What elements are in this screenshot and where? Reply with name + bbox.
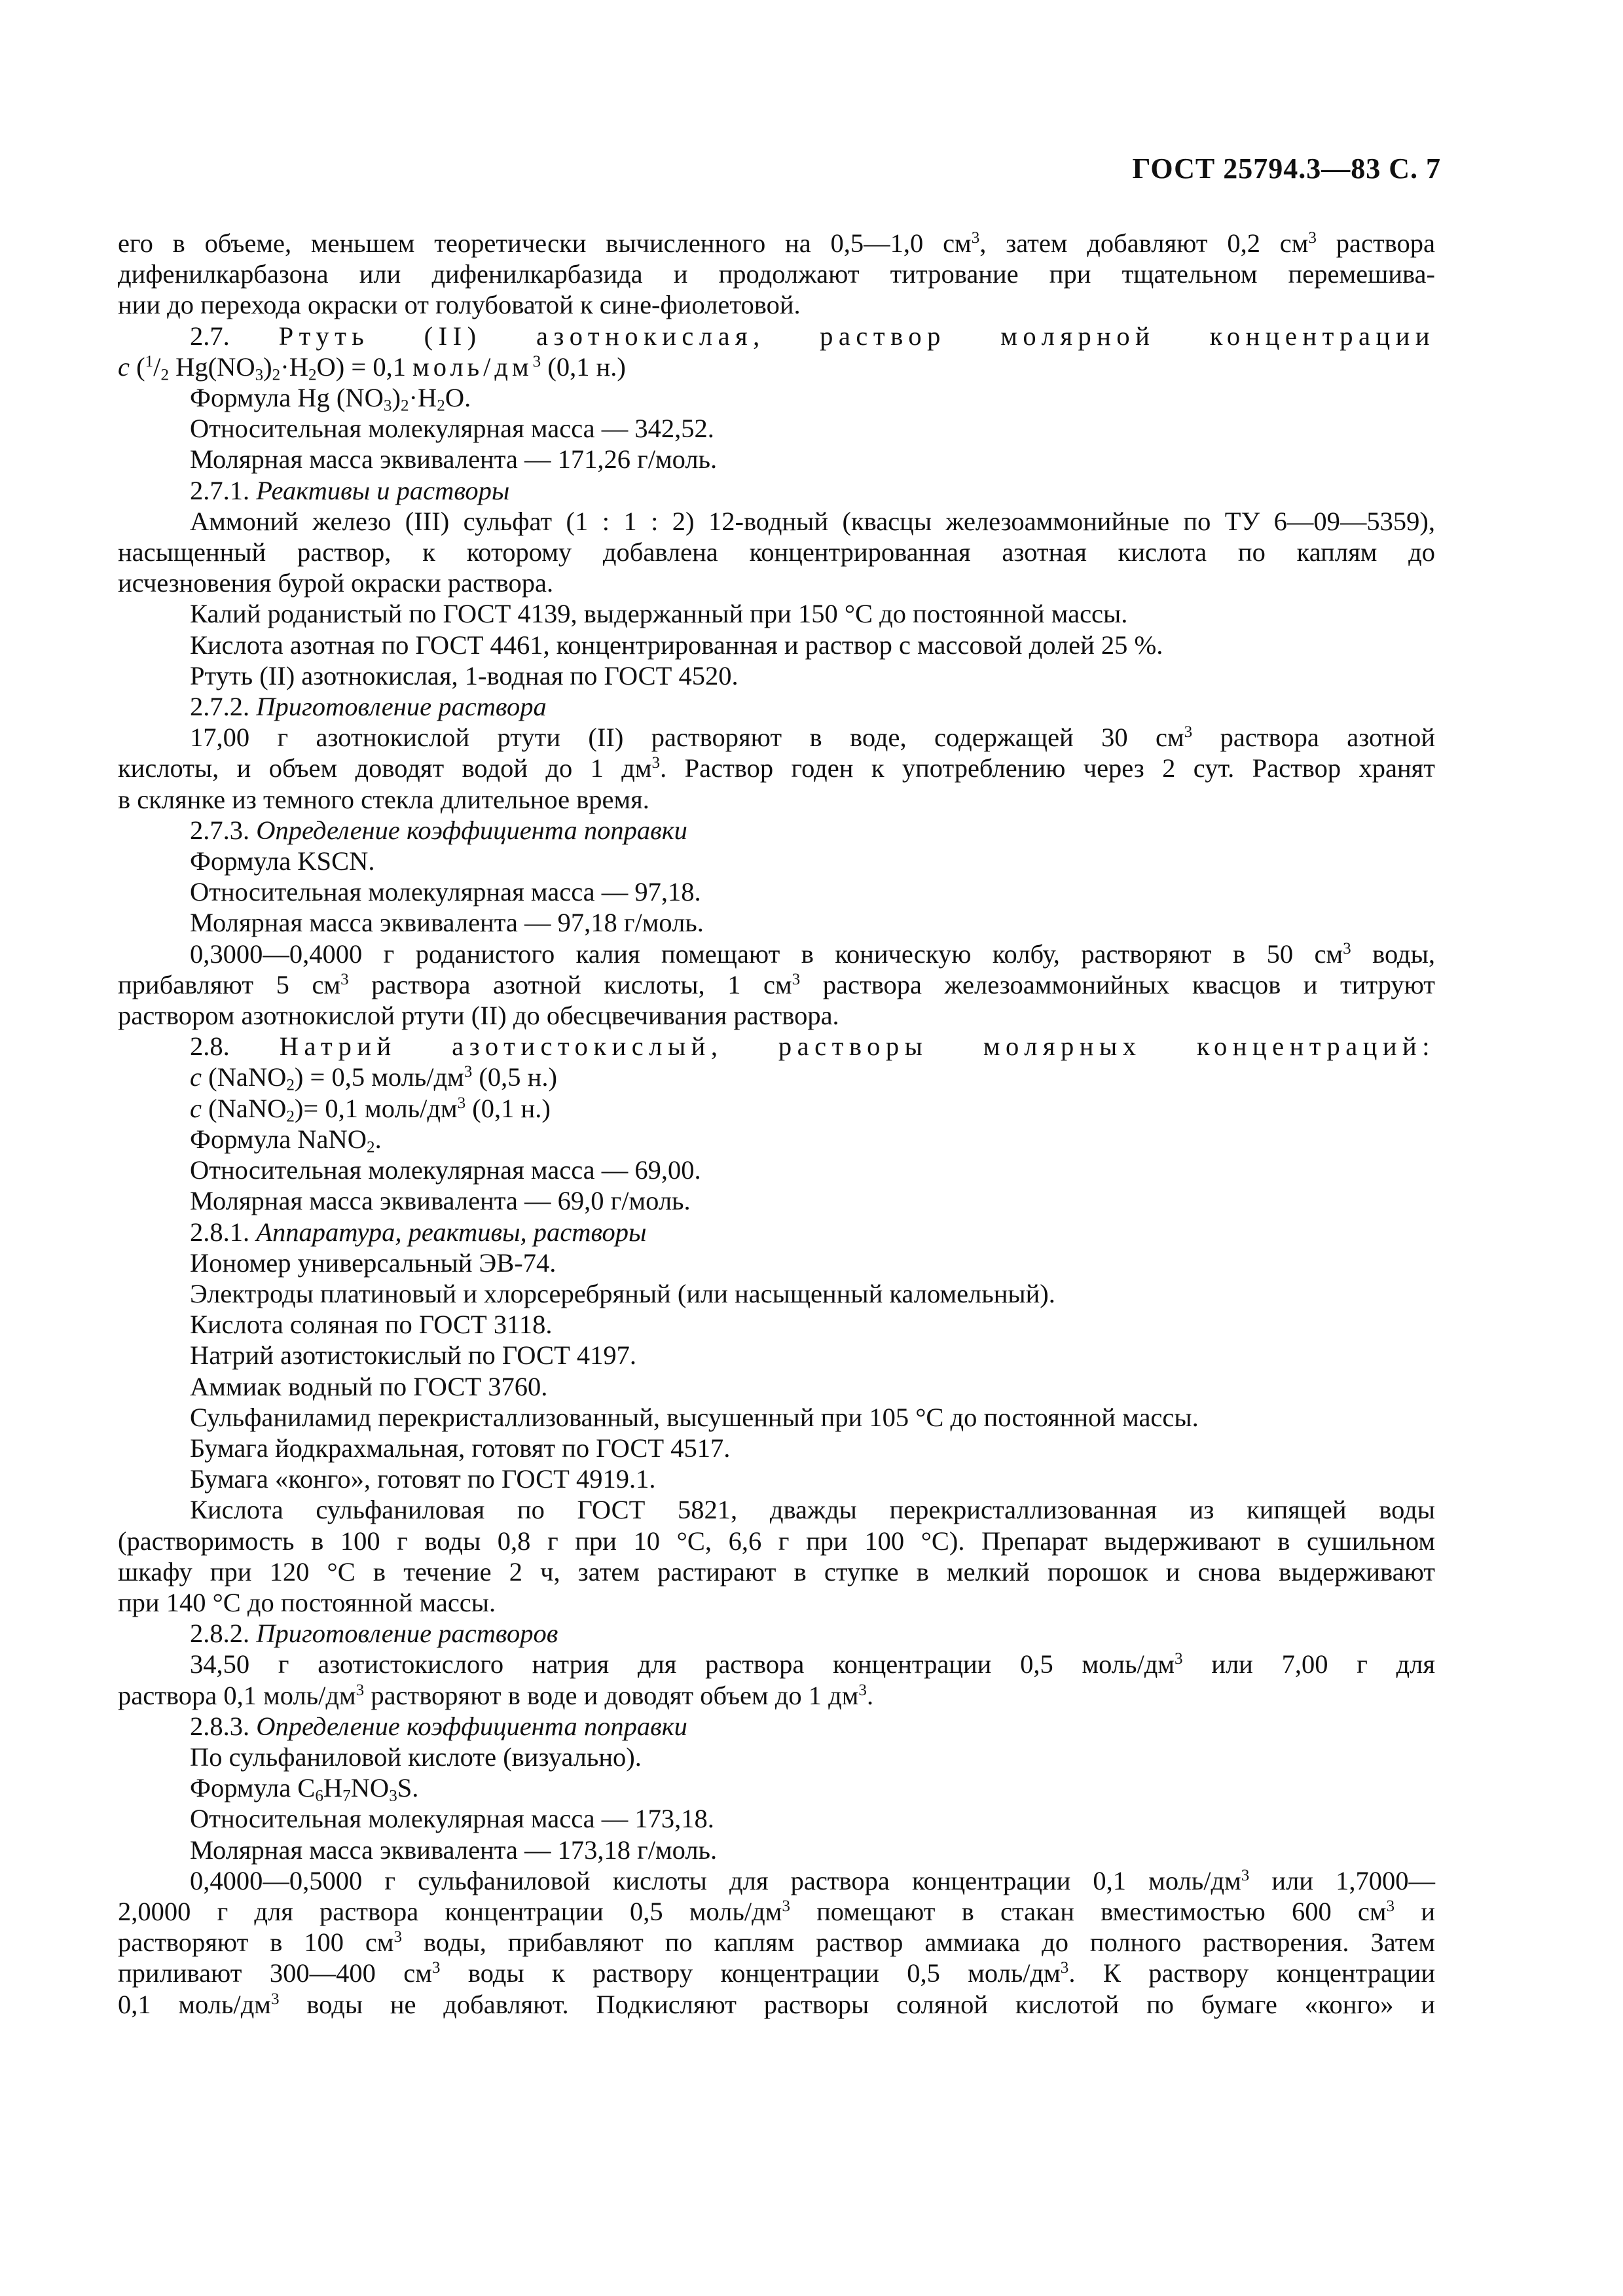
text-run: Молярная масса эквивалента — 97,18 г/моль. bbox=[190, 908, 704, 938]
text-run: Молярная масса эквивалента — 173,18 г/моль. bbox=[190, 1835, 718, 1865]
text-run: (NaNO bbox=[201, 1062, 287, 1092]
text-line bbox=[118, 537, 1435, 567]
text-line bbox=[118, 722, 1435, 753]
subscript: 2 bbox=[308, 366, 317, 384]
text-run: воды, прибавляют по каплям раствор аммиака до полного растворения. Затем bbox=[402, 1928, 1435, 1958]
text-run: или 7,00 г для bbox=[1182, 1649, 1435, 1679]
text-line bbox=[118, 1217, 1435, 1247]
text-run: раствора азотной bbox=[1192, 723, 1435, 753]
text-run: в склянке из темного стекла длительное время. bbox=[118, 784, 649, 814]
text-run: растворяют в 100 см bbox=[118, 1928, 394, 1958]
text-line bbox=[118, 1711, 1435, 1742]
text-run: Формула NaNO bbox=[190, 1124, 367, 1154]
superscript: 3 bbox=[464, 1063, 473, 1081]
text-run: ) = 0,5 моль/дм bbox=[294, 1062, 464, 1092]
text-run: 17,00 г азотнокислой ртути (II) растворяют в воде, содержащей 30 см bbox=[190, 723, 1184, 753]
text-line bbox=[118, 444, 1435, 475]
text-line bbox=[118, 691, 1435, 722]
text-run: ·H bbox=[280, 351, 308, 382]
text-run: 2.8.2. bbox=[190, 1619, 257, 1649]
subscript: 6 bbox=[315, 1787, 323, 1805]
text-run: растворяют в воде и доводят объем до 1 дм bbox=[364, 1680, 859, 1710]
subscript: 2 bbox=[160, 366, 169, 384]
text-run: 2.8.1. bbox=[190, 1217, 257, 1247]
text-line bbox=[118, 351, 1435, 382]
text-run: воды, bbox=[1351, 939, 1435, 969]
text-line bbox=[118, 1618, 1435, 1649]
subscript: 2 bbox=[367, 1138, 375, 1157]
text-run: моль/дм bbox=[412, 351, 533, 382]
text-line bbox=[118, 1371, 1435, 1402]
superscript: 3 bbox=[1184, 723, 1193, 742]
text-run: Электроды платиновый и хлорсеребряный (или насыщенный каломельный). bbox=[190, 1278, 1055, 1308]
superscript: 1 bbox=[145, 353, 154, 371]
text-run: прибавляют 5 см bbox=[118, 969, 341, 999]
subscript: 3 bbox=[389, 1787, 397, 1805]
text-line bbox=[118, 969, 1435, 1000]
text-line bbox=[118, 876, 1435, 907]
text-run: или 1,7000— bbox=[1249, 1865, 1435, 1895]
text-run: нии до перехода окраски от голубоватой к сине-фиолетовой. bbox=[118, 290, 801, 320]
text-run: Формула KSCN. bbox=[190, 846, 375, 876]
text-run: 2.8. bbox=[190, 1031, 280, 1062]
text-run: дифенилкарбазона или дифенилкарбазида и продолжают титрование при тщательном перемешива- bbox=[118, 259, 1435, 289]
text-run: Аммиак водный по ГОСТ 3760. bbox=[190, 1371, 548, 1401]
text-line bbox=[118, 413, 1435, 444]
superscript: 3 bbox=[792, 971, 801, 989]
text-run: , затем добавляют 0,2 см bbox=[979, 228, 1309, 258]
text-run: 2.7. bbox=[190, 321, 279, 351]
text-line bbox=[118, 630, 1435, 660]
superscript: 3 bbox=[393, 1928, 403, 1946]
text-run: 34,50 г азотистокислого натрия для раствора концентрации 0,5 моль/дм bbox=[190, 1649, 1175, 1679]
text-line bbox=[118, 1587, 1435, 1618]
italic-text: c bbox=[190, 1062, 202, 1092]
document-body bbox=[118, 228, 1435, 2020]
text-run: Относительная молекулярная масса — 173,18. bbox=[190, 1804, 714, 1834]
italic-text: Приготовление раствора bbox=[256, 692, 547, 722]
text-run: Hg(NO bbox=[169, 351, 255, 382]
subscript: 2 bbox=[286, 1076, 295, 1094]
superscript: 3 bbox=[340, 971, 349, 989]
text-line bbox=[118, 660, 1435, 691]
text-run: Ртуть (II) азотнокислая, 1-водная по ГОСТ 4520. bbox=[190, 660, 739, 691]
text-line bbox=[118, 1742, 1435, 1772]
text-run: Молярная масса эквивалента — 171,26 г/моль. bbox=[190, 444, 718, 475]
text-run: кислоты, и объем доводят водой до 1 дм bbox=[118, 753, 652, 783]
italic-text: Аппаратура, реактивы, растворы bbox=[256, 1217, 647, 1247]
text-run: (0,1 н.) bbox=[465, 1093, 551, 1123]
superscript: 3 bbox=[431, 1959, 441, 1977]
text-line bbox=[118, 506, 1435, 537]
text-run: и bbox=[1395, 1896, 1435, 1926]
text-line bbox=[118, 1494, 1435, 1525]
text-line bbox=[118, 1000, 1435, 1031]
subscript: 2 bbox=[286, 1107, 295, 1125]
text-run: (растворимость в 100 г воды 0,8 г при 10 °С, 6,6 г при 100 °С). Препарат выдерживают в сушильном bbox=[118, 1526, 1435, 1556]
subscript: 2 bbox=[272, 366, 281, 384]
text-line bbox=[118, 1680, 1435, 1711]
subscript: 3 bbox=[383, 397, 392, 415]
text-run: Бумага йодкрахмальная, готовят по ГОСТ 4517. bbox=[190, 1433, 731, 1463]
text-run: 2,0000 г для раствора концентрации 0,5 моль/дм bbox=[118, 1896, 782, 1926]
text-run: его в объеме, меньшем теоретически вычисленного на 0,5—1,0 см bbox=[118, 228, 972, 258]
superscript: 3 bbox=[1343, 939, 1351, 958]
superscript: 3 bbox=[356, 1681, 365, 1699]
text-run: O) = 0,1 bbox=[316, 351, 413, 382]
text-run: при 140 °С до постоянной массы. bbox=[118, 1587, 496, 1617]
text-line bbox=[118, 1989, 1435, 2020]
subscript: 2 bbox=[437, 397, 445, 415]
text-line bbox=[118, 1958, 1435, 1988]
text-run: )= 0,1 моль/дм bbox=[294, 1093, 458, 1123]
subscript: 2 bbox=[400, 397, 409, 415]
page-header: ГОСТ 25794.3—83 С. 7 bbox=[1132, 152, 1441, 185]
text-run: Иономер универсальный ЭВ-74. bbox=[190, 1247, 556, 1278]
text-run: Сульфаниламид перекристаллизованный, высушенный при 105 °С до постоянной массы. bbox=[190, 1402, 1199, 1432]
text-line bbox=[118, 1772, 1435, 1803]
text-run: Бумага «конго», готовят по ГОСТ 4919.1. bbox=[190, 1464, 656, 1494]
text-run: Аммоний железо (III) сульфат (1 : 1 : 2) 12-водный (квасцы железоаммонийные по ТУ 6—09—5359), bbox=[190, 506, 1435, 536]
superscript: 3 bbox=[651, 754, 661, 772]
text-run: H bbox=[323, 1773, 343, 1803]
italic-text: Приготовление растворов bbox=[256, 1619, 558, 1649]
text-run: насыщенный раствор, к которому добавлена концентрированная азотная кислота по каплям до bbox=[118, 537, 1435, 567]
text-run: Натрий азотистокислый, растворы молярных концентраций: bbox=[279, 1031, 1435, 1062]
text-line bbox=[118, 598, 1435, 629]
text-line bbox=[118, 382, 1435, 413]
italic-text: c bbox=[118, 351, 130, 382]
text-line bbox=[118, 939, 1435, 969]
text-line bbox=[118, 1185, 1435, 1216]
text-run: . Раствор годен к употреблению через 2 сут. Раствор хранят bbox=[660, 753, 1435, 783]
text-run: воды к раствору концентрации 0,5 моль/дм bbox=[440, 1958, 1061, 1988]
text-run: раствора 0,1 моль/дм bbox=[118, 1680, 356, 1710]
text-run: Кислота соляная по ГОСТ 3118. bbox=[190, 1310, 553, 1340]
text-line bbox=[118, 567, 1435, 598]
text-line bbox=[118, 321, 1435, 351]
text-run: . bbox=[374, 1124, 382, 1154]
text-run: Калий роданистый по ГОСТ 4139, выдержанный при 150 °С до постоянной массы. bbox=[190, 599, 1128, 629]
text-line bbox=[118, 228, 1435, 259]
text-line bbox=[118, 846, 1435, 876]
text-run: воды не добавляют. Подкисляют растворы соляной кислотой по бумаге «конго» и bbox=[279, 1989, 1436, 2019]
text-run: 0,4000—0,5000 г сульфаниловой кислоты для раствора концентрации 0,1 моль/дм bbox=[190, 1865, 1241, 1895]
subscript: 7 bbox=[342, 1787, 351, 1805]
superscript: 3 bbox=[270, 1990, 280, 2008]
text-run: 2.7.3. bbox=[190, 815, 257, 845]
text-line bbox=[118, 1865, 1435, 1896]
italic-text: c bbox=[190, 1093, 202, 1123]
text-line bbox=[118, 1309, 1435, 1340]
text-run: ( bbox=[129, 351, 145, 382]
superscript: 3 bbox=[1241, 1866, 1250, 1884]
text-run: (0,5 н.) bbox=[472, 1062, 557, 1092]
text-run: 2.7.2. bbox=[190, 692, 257, 722]
text-line bbox=[118, 1278, 1435, 1309]
text-line bbox=[118, 1433, 1435, 1463]
subscript: 3 bbox=[255, 366, 264, 384]
text-line bbox=[118, 753, 1435, 783]
text-run: Молярная масса эквивалента — 69,0 г/моль. bbox=[190, 1186, 691, 1216]
text-run: Натрий азотистокислый по ГОСТ 4197. bbox=[190, 1340, 637, 1371]
text-run: 0,1 моль/дм bbox=[118, 1989, 271, 2019]
text-line bbox=[118, 1927, 1435, 1958]
text-run: шкафу при 120 °С в течение 2 ч, затем растирают в ступке в мелкий порошок и снова выдерживают bbox=[118, 1556, 1435, 1587]
text-line bbox=[118, 1031, 1435, 1062]
text-run: ) bbox=[392, 383, 401, 413]
italic-text: Определение коэффициента поправки bbox=[256, 815, 687, 845]
text-run: NO bbox=[350, 1773, 390, 1803]
text-run: ·H bbox=[409, 383, 437, 413]
text-run: S. bbox=[397, 1773, 419, 1803]
text-line bbox=[118, 1649, 1435, 1679]
text-line bbox=[118, 1340, 1435, 1371]
text-run: Формула C bbox=[190, 1773, 316, 1803]
text-run: Кислота сульфаниловая по ГОСТ 5821, дважды перекристаллизованная из кипящей воды bbox=[190, 1495, 1435, 1525]
text-run: ) bbox=[263, 351, 272, 382]
text-line bbox=[118, 289, 1435, 320]
text-run: помещают в стакан вместимостью 600 см bbox=[790, 1896, 1387, 1926]
text-run: Относительная молекулярная масса — 342,52. bbox=[190, 414, 714, 444]
text-run: раствора железоаммонийных квасцов и титруют bbox=[800, 969, 1435, 999]
text-line bbox=[118, 1402, 1435, 1433]
text-line bbox=[118, 1835, 1435, 1865]
text-line bbox=[118, 259, 1435, 289]
superscript: 3 bbox=[1174, 1650, 1183, 1668]
text-run: приливают 300—400 см bbox=[118, 1958, 432, 1988]
superscript: 3 bbox=[1308, 229, 1317, 247]
text-run: раствором азотнокислой ртути (II) до обесцвечивания раствора. bbox=[118, 1001, 839, 1031]
text-line bbox=[118, 907, 1435, 938]
text-line bbox=[118, 1124, 1435, 1155]
text-line bbox=[118, 1463, 1435, 1494]
text-run: / bbox=[153, 351, 161, 382]
superscript: 3 bbox=[1386, 1897, 1395, 1916]
text-line bbox=[118, 1155, 1435, 1185]
superscript: 3 bbox=[532, 353, 541, 371]
text-run: Ртуть (II) азотнокислая, раствор молярной концентрации bbox=[278, 321, 1436, 351]
text-run: раствора азотной кислоты, 1 см bbox=[348, 969, 792, 999]
text-line bbox=[118, 784, 1435, 815]
text-line bbox=[118, 815, 1435, 846]
text-run: 2.8.3. bbox=[190, 1711, 257, 1741]
text-run: O. bbox=[445, 383, 471, 413]
text-line bbox=[118, 1803, 1435, 1834]
text-line bbox=[118, 1556, 1435, 1587]
text-run: исчезновения бурой окраски раствора. bbox=[118, 568, 554, 598]
text-line bbox=[118, 1526, 1435, 1556]
text-run: (0,1 н.) bbox=[541, 351, 626, 382]
text-line bbox=[118, 1247, 1435, 1278]
text-line bbox=[118, 1896, 1435, 1927]
text-run: По сульфаниловой кислоте (визуально). bbox=[190, 1742, 642, 1772]
text-run: Формула Hg (NO bbox=[190, 383, 384, 413]
text-run: . К раствору концентрации bbox=[1068, 1958, 1435, 1988]
text-line bbox=[118, 1062, 1435, 1092]
superscript: 3 bbox=[858, 1681, 867, 1699]
text-run: 2.7.1. bbox=[190, 475, 257, 505]
text-run: Относительная молекулярная масса — 69,00. bbox=[190, 1155, 701, 1185]
italic-text: Определение коэффициента поправки bbox=[256, 1711, 687, 1741]
superscript: 3 bbox=[1060, 1959, 1069, 1977]
text-run: . bbox=[866, 1680, 874, 1710]
text-line bbox=[118, 1093, 1435, 1124]
text-run: 0,3000—0,4000 г роданистого калия помещают в коническую колбу, растворяют в 50 см bbox=[190, 939, 1343, 969]
text-run: раствора bbox=[1316, 228, 1436, 258]
superscript: 3 bbox=[971, 229, 980, 247]
text-run: Кислота азотная по ГОСТ 4461, концентрированная и раствор с массовой долей 25 %. bbox=[190, 630, 1163, 660]
text-line bbox=[118, 475, 1435, 506]
italic-text: Реактивы и растворы bbox=[256, 475, 510, 505]
superscript: 3 bbox=[782, 1897, 790, 1916]
text-run: (NaNO bbox=[201, 1093, 287, 1123]
superscript: 3 bbox=[457, 1094, 466, 1112]
text-run: Относительная молекулярная масса — 97,18. bbox=[190, 877, 701, 907]
